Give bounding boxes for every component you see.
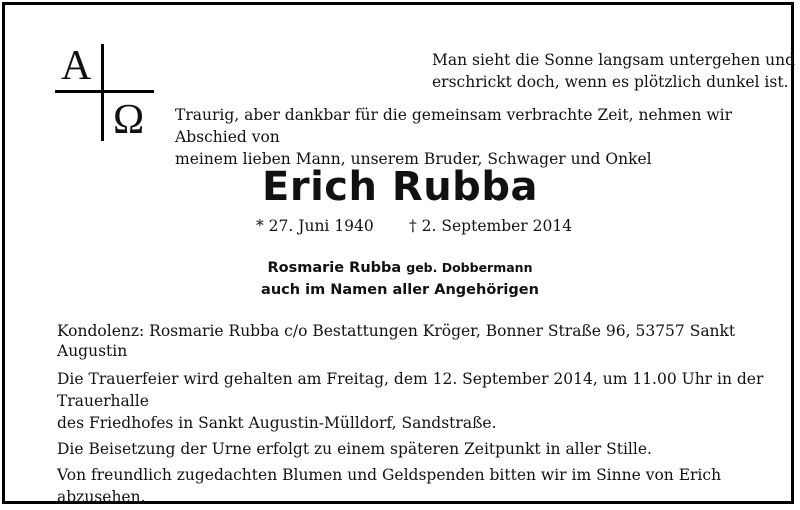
cross-horizontal-bar [55, 90, 154, 93]
service-info [57, 368, 777, 508]
verse-line-2: erschrickt doch, wenn es plötzlich dunkel ist. [432, 73, 789, 91]
mourners-block [0, 257, 800, 301]
service-line-1: Die Trauerfeier wird gehalten am Freitag, dem 12. September 2014, um 11.00 Uhr in der Trauerhalle [57, 370, 764, 410]
mourner-name: Rosmarie Rubba [267, 260, 402, 276]
intro-text [175, 104, 775, 170]
condolence-address: Kondolenz: Rosmarie Rubba c/o Bestattungen Kröger, Bonner Straße 96, 53757 Sankt Augustin [57, 322, 736, 360]
omega-letter: Ω [113, 97, 145, 143]
verse-line-1: Man sieht die Sonne langsam untergehen und [432, 51, 795, 69]
death-date: † 2. September 2014 [409, 217, 573, 235]
service-line-3: Die Beisetzung der Urne erfolgt zu einem späteren Zeitpunkt in aller Stille. [57, 440, 652, 458]
verse-quote [432, 49, 795, 93]
intro-line-2: meinem lieben Mann, unserem Bruder, Schwager und Onkel [175, 150, 652, 168]
mourner-line [0, 257, 800, 279]
alpha-letter: A [61, 43, 92, 89]
service-line-2: des Friedhofes in Sankt Augustin-Mülldorf, Sandstraße. [57, 414, 497, 432]
service-line-4: Von freundlich zugedachten Blumen und Geldspenden bitten wir im Sinne von Erich abzusehen. [57, 466, 722, 506]
birth-date: * 27. Juni 1940 [256, 217, 374, 235]
intro-line-1: Traurig, aber dankbar für die gemeinsam verbrachte Zeit, nehmen wir Abschied von [175, 106, 733, 146]
deceased-name: Erich Rubba [262, 164, 538, 210]
mourner-maiden-name: geb. Dobbermann [406, 260, 533, 275]
relatives-line: auch im Namen aller Angehörigen [261, 282, 539, 298]
